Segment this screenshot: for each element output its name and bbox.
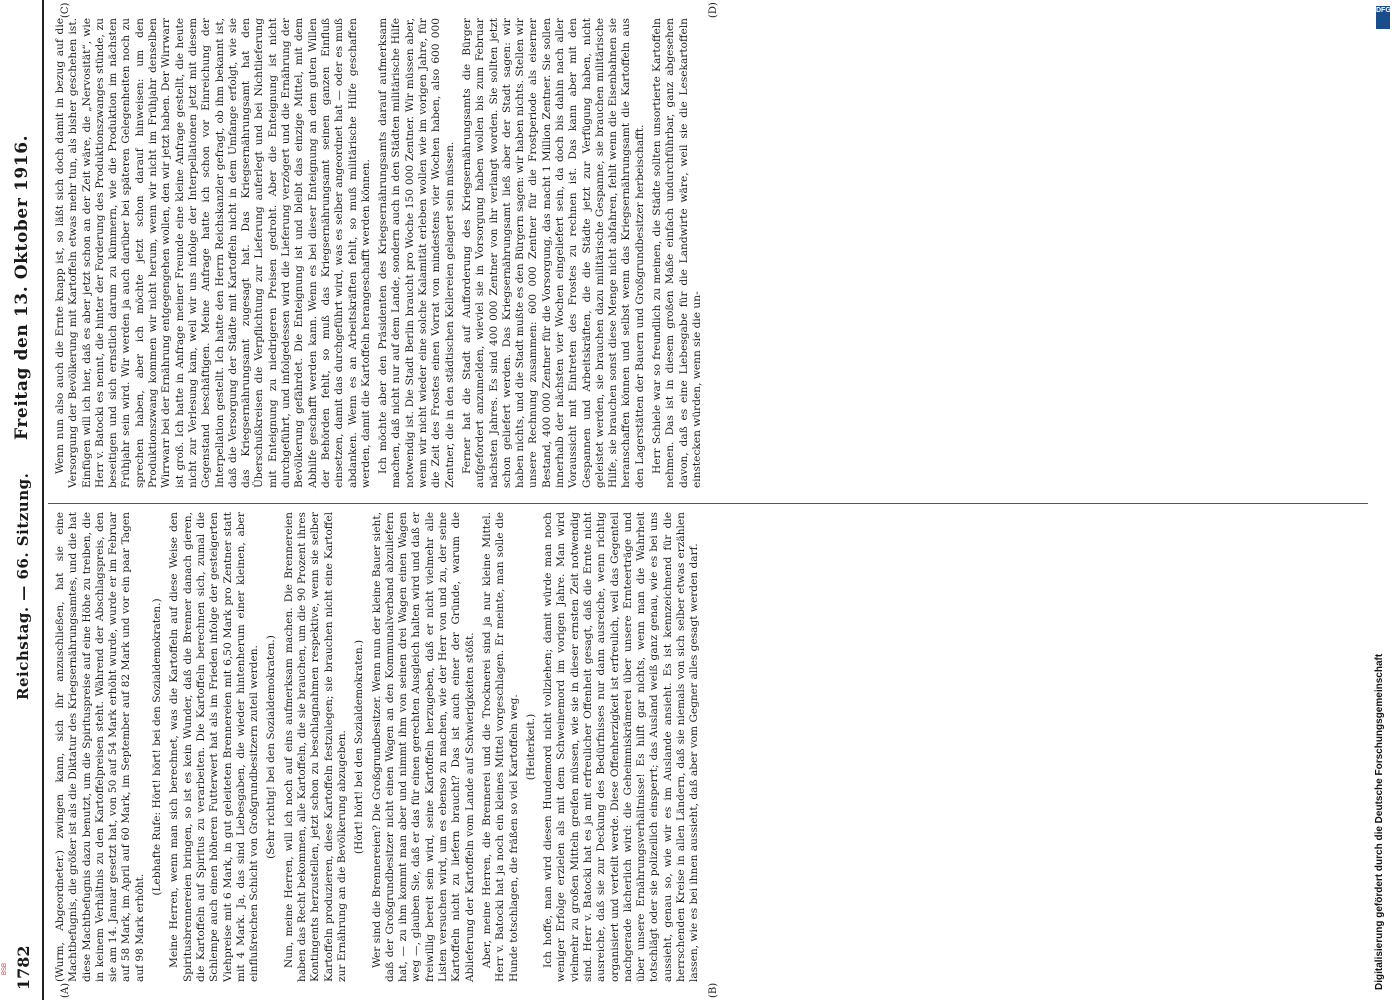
rotated-content <box>8 0 1378 1000</box>
paragraph: Wer sind die Brennereien? Die Großgrundbesitzer. Wenn nun der kleine Bauer sieht, daß der Großgrundbesitzer nicht einen Wagen an den Kommunalverband abzuliefern hat, — zu ihm kommt man aber und nimmt ihm von seinen drei Wagen einen Wagen weg —, glauben Sie, daß er das für einen gerechten Ausgleich halten wird und daß er freiwillig bereit sein wird, seine Kartoffeln herzugeben, daß er nicht vielmehr alle Listen versuchen wird, um es ebenso zu machen, wie der Herr von und zu, der seine Kartoffeln nicht zu liefern braucht? Das ist auch einer der Gründe, warum die Ablieferung der Kartoffeln vom Lande auf Schwierigkeiten stößt. <box>370 512 476 982</box>
paragraph: Herr Schiele war so freundlich zu meinen, die Städte sollten unsortierte Kartoffeln nehmen. Das ist in diesem großen Maße einfach undurchführbar, ganz abgesehen davon, daß es eine Liebesgabe für die Landwirte wäre, weil sie die Lesekartoffeln einstecken würden, wenn sie die un- <box>651 18 703 488</box>
margin-marker-b: (B) <box>708 982 719 998</box>
margin-marker-d: (D) <box>708 2 719 18</box>
session-title: Reichstag. — 66. Sitzung. <box>14 472 32 700</box>
paragraph: Aber, meine Herren, die Brennerei und die Trocknerei sind ja nur kleine Mittel. Herr v. Batocki hat ja noch ein kleines Mittel vorgeschlagen. Er meinte, man solle die Hunde totschlagen, die fräßen so viel Kartoffeln weg. <box>480 512 520 982</box>
paragraph: Ich hoffe, man wird diesen Hundemord nicht vollziehen; damit würde man noch weniger Erfolge erzielen als mit dem Schweinemord im vorigen Jahre. Man wird vielmehr zu großen Mitteln greifen müssen, wie sie in dieser ernsten Zeit notwendig sind. Herr v. Batocki hat es ja mit erfreulicher Offenheit gesagt, daß die Ernte nicht ausreiche, daß sie zur Deckung des Bedürfnisses nur dann ausreiche, wenn richtig organisiert und verteilt werde. Diese Offenherzigkeit ist erfreulich, weil das Gegenteil nachgerade lächerlich wird: die Geheimniskrämerei über unsere Ernteerträge und über unsere Ernährungsverhältnisse! Es hilft gar nichts, wenn man die Wahrheit totschlägt oder sie polizeilich einsperrt; das Ausland weiß ganz genau, wie es bei uns aussieht, genau so, wie wir es im Auslande ansieht. Es ist kennzeichnend für die herrschenden Kreise in allen Ländern, daß sie niemals von sich selber etwas erzählen lassen, wie es bei ihnen aussieht, daß aber vom Gegner alles gesagt werden darf. <box>542 512 701 982</box>
digitization-note <box>1368 0 1394 1000</box>
interjection: (Lebhafte Rufe: Hört! hört! bei den Sozialdemokraten.) <box>151 598 164 896</box>
library-mark: BSB <box>2 962 8 975</box>
left-column <box>54 512 706 982</box>
right-column <box>54 18 708 488</box>
funding-credit: Digitalisierung gefördert durch die Deutsche Forschungsgemeinschaft <box>1374 653 1385 990</box>
paragraph: Nun, meine Herren, will ich noch auf eins aufmerksam machen. Die Brennereien haben das Recht bekommen, alle Kartoffeln, die sie brauchen, um die 90 Prozent ihres Kontingents herzustellen, jetzt schon zu beschlagnahmen respektive, wenn sie selber Kartoffeln produzieren, diese Kartoffeln festzulegen; sie brauchen nicht eine Kartoffel zur Ernährung an die Bevölkerung abzugeben. <box>282 512 348 982</box>
page-number: 1782 <box>14 945 33 990</box>
dfg-logo-icon: DFG <box>1376 6 1390 29</box>
paragraph: Wenn nun also auch die Ernte knapp ist, so läßt sich doch damit in bezug auf die Versorgung der Bevölkerung mit Kartoffeln etwas mehr tun, als bisher geschehen ist. Einfügen will ich hier, daß es aber jetzt schon an der Zeit wäre, die „Nervosität“, wie Herr v. Batocki es nennt, die hinter der Forderung des Produktionszwanges stünde, zu beseitigen und sich ernstlich darum zu kümmern, wie die Produktion im nächsten Frühjahr sein wird. Wir werden ja auch darüber bei späteren Gelegenheiten noch zu sprechen haben, aber ich möchte jetzt schon darauf hinweisen: um den Produktionszwang kommen wir nicht herum, wenn wir nicht im Frühjahr denselben Wirrwarr bei der Ernährung entgegengehen wollen, den wir jetzt haben. Der Wirrwarr ist groß. Ich hatte in Anfrage meiner Freunde eine kleine Anfrage gestellt, die heute nicht zur Verlesung kam, weil wir uns infolge der Interpellationen jetzt mit diesem Gegenstand beschäftigen. Meine Anfrage hatte ich schon vor Einreichung der Interpellation gestellt. Ich hatte den Herrn Reichskanzler gefragt, ob ihm bekannt ist, daß die Versorgung der Städte mit Kartoffeln nicht in dem Umfange erfolgt, wie sie das Kriegsernährungsamt zugesagt hat. Das Kriegsernährungsamt hat den Überschußkreisen die Verpflichtung zur Lieferung auferlegt und bei Nichtlieferung mit Enteignung zu niedrigeren Preisen gedroht. Aber die Enteignung ist nicht durchgeführt, und infolgedessen wird die Lieferung verzögert und die Ernährung der Bevölkerung gefährdet. Die Enteignung ist und bleibt das einzige Mittel, mit dem Abhilfe geschafft werden kann. Wenn es bei dieser Enteignung an dem guten Willen der Behörden fehlt, so muß das Kriegsernährungsamt seinen ganzen Einfluß einsetzen, damit das durchgeführt wird, was es selber angeordnet hat — oder es muß abdanken. Wenn es an Arbeitskräften fehlt, so muß militärische Hilfe geschaffen werden, damit die Kartoffeln herangeschafft werden können. <box>54 18 372 488</box>
page-header <box>8 0 44 1000</box>
column-divider <box>48 503 1368 504</box>
paragraph: Ferner hat die Stadt auf Aufforderung des Kriegsernährungsamts die Bürger aufgefordert anzumelden, wieviel sie in Vorsorgung haben wollen bis zum Februar nächsten Jahres. Es sind 400 000 Zentner von ihr verlangt worden. Sie sollten jetzt schon geliefert werden. Das Kriegsernährungsamt ließ aber der Stadt sagen: wir haben nichts, und die Stadt mußte es den Bürgern sagen: wir haben nichts. Stellen wir unsere Rechnung zusammen: 600 000 Zentner für die Frostperiode als eiserner Bestand, 400 000 Zentner für die Vorsorgung, das macht 1 Million Zentner. Sie sollen innerhalb der nächsten vier Wochen eingeliefert sein, da doch bis dahin nach aller Voraussicht mit Eintreten des Frostes zu rechnen ist. Das kann aber mit den Gespannen und Arbeitskräften, die die Städte jetzt zur Verfügung haben, nicht geleistet werden, sie brauchen dazu militärische Gespanne, sie brauchen militärische Hilfe, sie brauchen sonst diese Menge nicht abfahren, fehlt wenn die Eisenbahnen sie heranschaffen können und selbst wenn das Kriegsernährungsamt die Kartoffeln aus den Lagerstätten der Bauern und Großgrundbesitzer herbeischafft. <box>460 18 646 488</box>
margin-marker-a: (A) <box>60 982 71 998</box>
margin-marker-c: (C) <box>60 2 71 18</box>
paragraph: (Wurm, Abgeordneter.) zwingen kann, sich ihr anzuschließen, hat sie eine Machtbefugnis, die größer ist als die Diktatur des Kriegsernährungsamtes, und die hat diese Machtbefugnis dazu benutzt, um die Spirituspreise auf eine Höhe zu treiben, die in keinem Verhältnis zu den Kartoffelpreisen steht. Während der Abschlagspreis, den sie am 14. Januar gesetzt hat, von 50 auf 54 Mark erhöht wurde, wurde er im Februar auf 58 Mark, im April auf 60 Mark, im September auf 82 Mark und vor ein paar Tagen auf 98 Mark erhöht. <box>54 512 146 982</box>
paragraph: Ich möchte aber den Präsidenten des Kriegsernährungsamts darauf aufmerksam machen, daß nicht nur auf dem Lande, sondern auch in den Städten militärische Hilfe notwendig ist. Die Stadt Berlin braucht pro Woche 150 000 Zentner. Wir müssen aber, wenn wir nicht wieder eine solche Kalamität erleben wollen wie im vorigen Jahre, für die Zeit des Frostes einen Vorrat von mindestens vier Wochen haben, also 600 000 Zentner, die in den städtischen Kellereien gelagert sein müssen. <box>377 18 456 488</box>
interjection: (Heiterkeit.) <box>524 713 537 781</box>
paragraph: Meine Herren, wenn man sich berechnet, was die Kartoffeln auf diese Weise den Spiritusbrennereien bringen, so ist es kein Wunder, daß die Brenner danach gieren, die Kartoffeln auf Spiritus zu verarbeiten. Die Kartoffeln berechnen sich, zumal die Schlempe auch einen höheren Futterwert hat als im Frieden infolge der gesteigerten Viehpreise mit 6 Mark, in gut geleiteten Brennereien mit 6,50 Mark pro Zentner statt mit 4 Mark. Ja, das sind Liebesgaben, die wieder hintenherum einer kleinen, aber einflußreichen Schicht von Großgrundbesitzern zuteil werden. <box>168 512 261 982</box>
interjection: (Hört! hört! bei den Sozialdemokraten.) <box>353 639 366 855</box>
date-title: Freitag den 13. Oktober 1916. <box>12 134 32 440</box>
interjection: (Sehr richtig! bei den Sozialdemokraten.) <box>265 635 278 859</box>
